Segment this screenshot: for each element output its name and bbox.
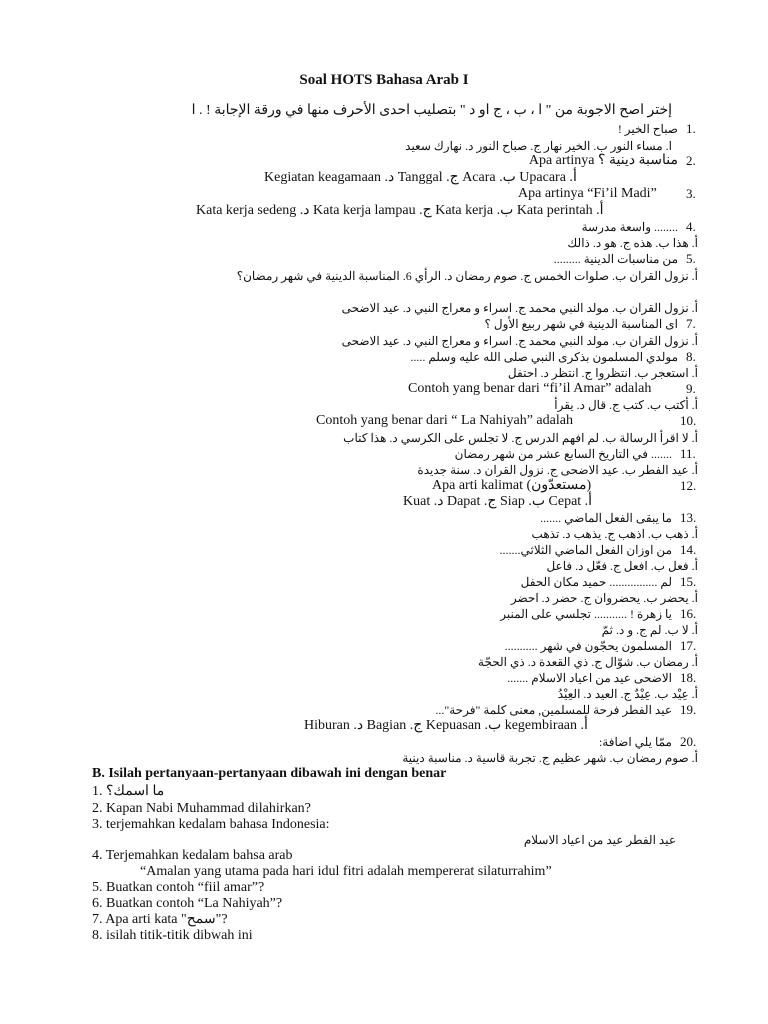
document-title: Soal HOTS Bahasa Arab I [299,72,469,88]
question-number: 20. [680,734,697,749]
question-text: Contoh yang benar dari “fi’il Amar” adalah [408,381,652,396]
question-number: 5. [686,251,696,266]
answer-options: Hiburan .د Bagian .ج Kepuasan .ب kegembiraan .أ [304,718,588,733]
answer-options: Kuat .د Dapat .ج Siap .ب Cepat .أ [403,494,593,509]
question-text: ....... في التاريخ السابع عشر من شهر رمضان [454,447,672,461]
question-text: المسلمون يحجّون في شهر ........... [504,639,672,653]
question-text: ........ واسعة مدرسة [581,220,678,234]
question-text: ممّا يلي اضافة: [598,735,672,749]
instruction-text: إختر اصح الاجوبة من " ا ، ب ، ج او د " بتصليب احدى الأحرف منها في ورقة الإجابة ! . ا [191,103,672,118]
question-text: Contoh yang benar dari “ La Nahiyah” adalah [316,413,573,428]
answer-options: ا. مساء النور ب. الخير نهار ج. صباح النور د. نهارك سعيد [405,139,672,153]
answer-options: أ. نزول القران ب. مولد النبي محمد ج. اسراء و معراج النبي د. عيد الاضحى [341,334,698,348]
question-number: 18. [680,670,697,685]
answer-options: أ. يحضر ب. يحضروان ج. حضر د. احضر [510,591,698,605]
question-number: 11. [680,446,696,461]
question-text: الاضحى عيد من اعياد الاسلام ....... [507,671,672,685]
answer-options: أ. استعجر ب. انتظروا ج. انتظر د. احتفل [507,366,698,380]
section-b-item: 3. terjemahkan kedalam bahasa Indonesia: [92,817,330,832]
question-number: 13. [680,510,697,525]
question-number: 14. [680,542,697,557]
section-b-item: 5. Buatkan contoh “fiil amar”? [92,880,265,895]
answer-options: أ. هذا ب. هذه ج. هو د. ذالك [567,236,698,250]
section-b-item: 6. Buatkan contoh “La Nahiyah”? [92,896,283,911]
question-text: من مناسبات الدينية ......... [553,252,678,266]
question-number: 7. [686,316,696,331]
question-text: عيد الفطر فرحة للمسلمين, معنى كلمة "فرحة"... [435,703,672,717]
answer-options: أ. رمضان ب. شوّال ج. ذي القعدة د. ذي الحجّة [478,655,698,669]
question-number: 19. [680,702,697,717]
question-number: 10. [680,413,697,428]
question-number: 2. [686,153,696,168]
question-number: 3. [686,186,696,201]
answer-options: أ. فعل ب. افعل ج. فعّل د. فاعل [546,559,698,573]
section-b-item: 2. Kapan Nabi Muhammad dilahirkan? [92,801,311,816]
section-b-quote: “Amalan yang utama pada hari idul fitri adalah mempererat silaturrahim” [140,864,552,879]
section-b-item: 1. ما اسمك؟ [92,784,165,799]
answer-options: أ. لا اقرأ الرسالة ب. لم افهم الدرس ج. لا تجلس على الكرسي د. هذا كتاب [343,431,698,445]
answer-options: أ. لا ب. لم ج. و د. ثمّ [601,623,698,637]
answer-options: Kata kerja sedeng .د Kata kerja lampau .ج Kata kerja .ب Kata perintah .أ [196,203,604,218]
answer-options: أ. أكتب ب. كتب ج. قال د. يقرأ [554,398,698,412]
question-text: يا زهرة ! ........... تجلسي على المنبر [500,607,672,621]
question-text: Apa artinya مناسبة دينية ؟ [528,153,678,168]
question-text: من اوزان الفعل الماضي الثلاثي....... [499,543,672,557]
question-number: 4. [686,219,696,234]
section-b-item: 8. isilah titik-titik dibwah ini [92,928,253,943]
question-text: صباح الخير ! [617,122,678,136]
question-number: 8. [686,349,696,364]
section-b-arabic-phrase: عيد الفطر عيد من اعياد الاسلام [523,833,676,847]
section-b-item: 7. Apa arti kata "سمح"? [92,912,228,927]
answer-options: أ. صوم رمضان ب. شهر عظيم ج. تجربة قاسية د. مناسبة دينية [402,751,698,765]
answer-options: أ. نزول القران ب. صلوات الخمس ج. صوم رمضان د. الرأي 6. المناسبة الدينية في شهر رمضان؟ [236,269,698,283]
section-b-item: 4. Terjemahkan kedalam bahsa arab [92,848,293,863]
question-text: مولدي المسلمون بذكرى النبي صلى الله عليه وسلم ..... [410,350,678,364]
answer-options: أ. عِيْد ب. عِيْدٌ ج. العيد د. العِيْدُ [557,687,698,701]
question-number: 12. [680,478,697,493]
question-number: 15. [680,574,697,589]
question-text: ما يبقى الفعل الماضي ....... [540,511,672,525]
question-number: 9. [686,381,696,396]
question-number: 17. [680,638,697,653]
answer-options: Kegiatan keagamaan .د Tanggal .ج Acara .ب Upacara .أ [264,170,577,185]
question-text: Apa artinya “Fi’il Madi” [518,186,657,201]
question-text: Apa arti kalimat (مستعدّون) [432,478,592,493]
section-b-heading: B. Isilah pertanyaan-pertanyaan dibawah ini dengan benar [92,766,447,781]
question-text: اى المناسبة الدينية في شهر ربيع الأول ؟ [484,317,678,331]
question-number: 16. [680,606,697,621]
answer-options: أ. نزول القران ب. مولد النبي محمد ج. اسراء و معراج النبي د. عيد الاضحى [341,301,698,315]
question-number: 1. [686,121,696,136]
answer-options: أ. عيد الفطر ب. عيد الاضحى ج. نزول القران د. سنة جديدة [417,463,698,477]
answer-options: أ. ذهب ب. اذهب ج. يذهب د. تذهب [531,527,698,541]
question-text: لم ................ حميد مكان الحفل [520,575,672,589]
